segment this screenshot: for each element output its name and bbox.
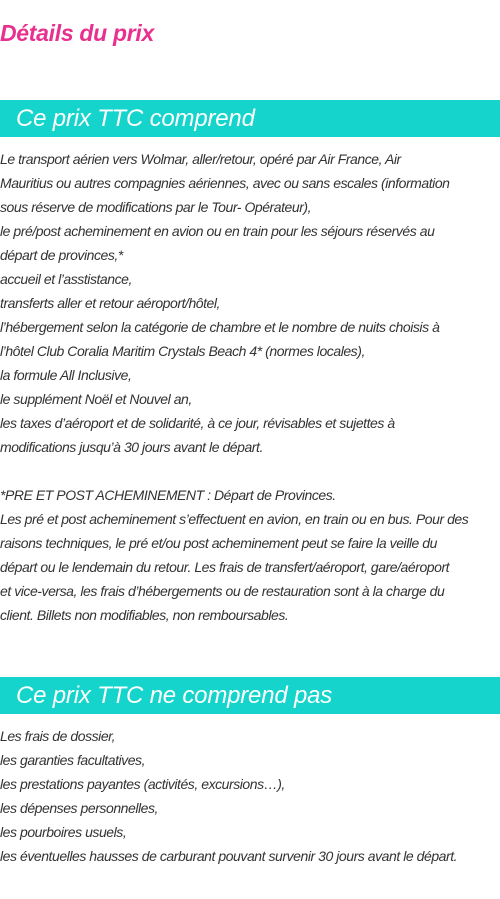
included-line: modifications jusqu’à 30 jours avant le départ. <box>0 439 263 455</box>
included-section-header <box>0 100 500 137</box>
included-line: l’hébergement selon la catégorie de chambre et le nombre de nuits choisis à <box>0 319 440 335</box>
included-heading: Ce prix TTC comprend <box>16 105 255 132</box>
note-line: départ ou le lendemain du retour. Les frais de transfert/aéroport, gare/aéroport <box>0 559 450 575</box>
included-line: l’hôtel Club Coralia Maritim Crystals Beach 4* (normes locales), <box>0 343 365 359</box>
excluded-line: les prestations payantes (activités, excursions…), <box>0 776 285 792</box>
excluded-line: les pourboires usuels, <box>0 824 127 840</box>
page-title: Détails du prix <box>0 20 154 46</box>
excluded-section-header <box>0 677 500 714</box>
included-line: Mauritius ou autres compagnies aériennes, avec ou sans escales (information <box>0 175 450 191</box>
included-line: accueil et l’asstistance, <box>0 271 132 287</box>
included-line: sous réserve de modifications par le Tour- Opérateur), <box>0 199 312 215</box>
included-line: les taxes d’aéroport et de solidarité, à ce jour, révisables et sujettes à <box>0 415 395 431</box>
note-line: Les pré et post acheminement s’effectuent en avion, en train ou en bus. Pour des <box>0 511 469 527</box>
included-line: la formule All Inclusive, <box>0 367 132 383</box>
included-line: le supplément Noël et Nouvel an, <box>0 391 192 407</box>
included-list <box>0 147 500 627</box>
note-line: *PRE ET POST ACHEMINEMENT : Départ de Provinces. <box>0 487 336 503</box>
note-line: et vice-versa, les frais d’hébergements ou de restauration sont à la charge du <box>0 583 445 599</box>
excluded-line: les garanties facultatives, <box>0 752 146 768</box>
excluded-heading: Ce prix TTC ne comprend pas <box>16 682 333 709</box>
included-line: le pré/post acheminement en avion ou en train pour les séjours réservés au <box>0 223 435 239</box>
excluded-line: Les frais de dossier, <box>0 728 116 744</box>
included-line: départ de provinces,* <box>0 247 123 263</box>
excluded-line: les dépenses personnelles, <box>0 800 158 816</box>
included-line: transferts aller et retour aéroport/hôtel, <box>0 295 220 311</box>
excluded-list <box>0 724 500 868</box>
paragraph-spacer <box>0 459 500 483</box>
excluded-line: les éventuelles hausses de carburant pouvant survenir 30 jours avant le départ. <box>0 848 458 864</box>
included-line: Le transport aérien vers Wolmar, aller/retour, opéré par Air France, Air <box>0 151 401 167</box>
note-line: client. Billets non modifiables, non remboursables. <box>0 607 289 623</box>
note-line: raisons techniques, le pré et/ou post acheminement peut se faire la veille du <box>0 535 437 551</box>
